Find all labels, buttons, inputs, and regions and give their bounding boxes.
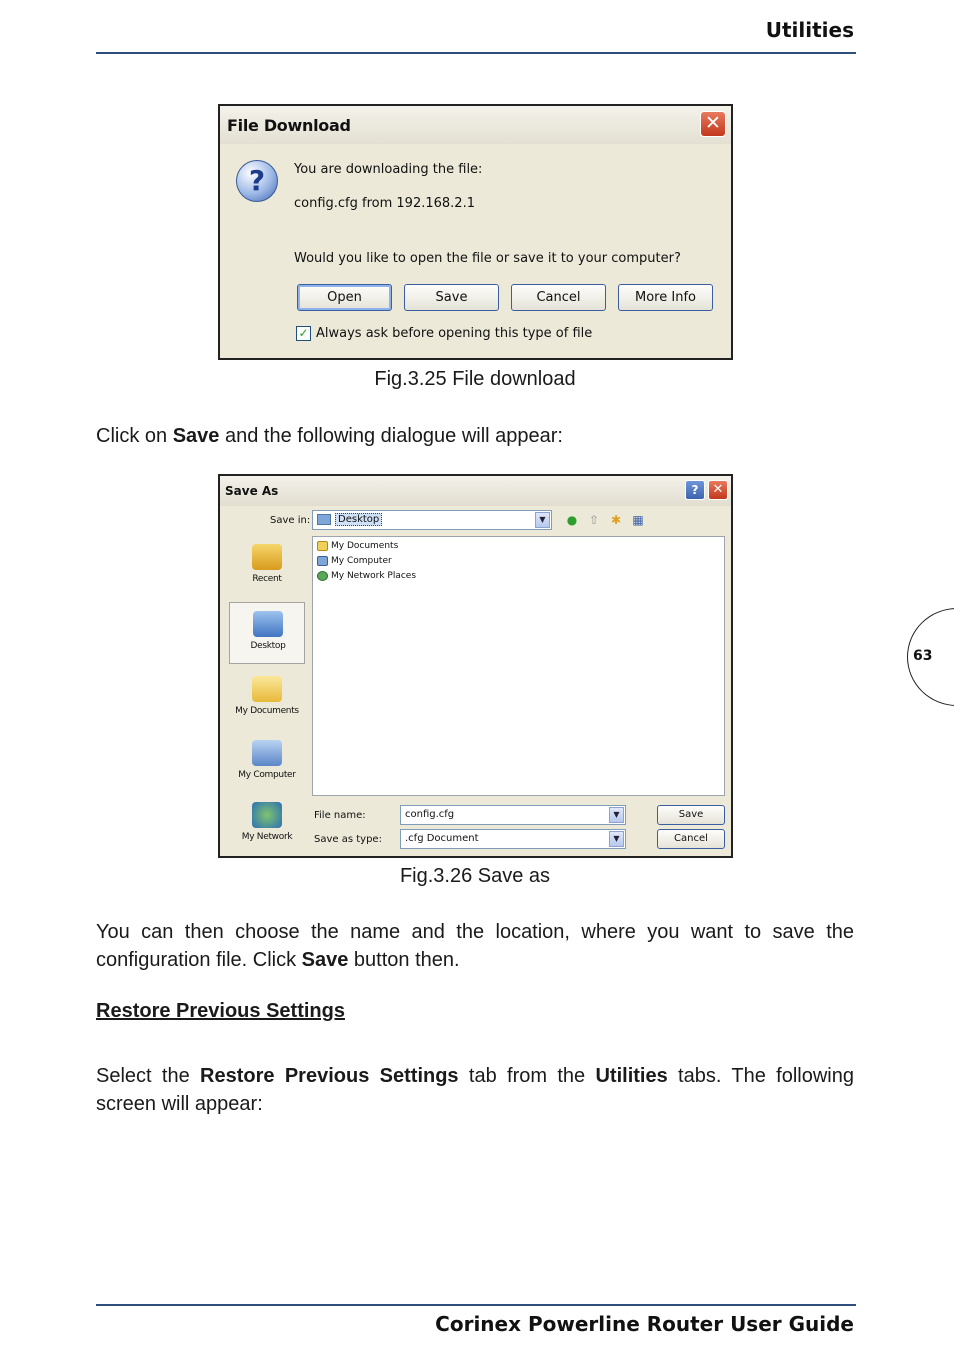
save-as-type-label: Save as type: [314,834,382,845]
body-paragraph [96,422,854,450]
bold-term: Save [301,949,349,971]
close-icon[interactable]: ✕ [708,480,728,500]
dialog-title-bar [220,106,731,144]
header-rule [96,52,856,54]
back-icon[interactable]: ● [566,513,578,527]
file-name-value: config.cfg [405,809,455,820]
text: tab from the [458,1065,596,1087]
computer-icon [252,740,282,766]
save-in-value: Desktop [335,513,382,526]
network-icon [317,571,328,581]
chevron-down-icon: ▼ [609,831,624,847]
places-bar [226,536,306,852]
item-label: My Computer [331,556,392,566]
text: Select the [96,1065,201,1087]
place-desktop[interactable] [229,602,305,664]
figure-caption: Fig.3.26 Save as [399,865,551,887]
save-in-label: Save in: [270,515,311,526]
download-question: Would you like to open the file or save it to your computer? [294,251,681,266]
bold-term: Utilities [595,1065,668,1087]
computer-icon [317,556,328,566]
file-download-dialog [218,104,733,360]
item-label: My Documents [331,541,399,551]
save-button[interactable]: Save [657,805,725,825]
place-label: My Computer [238,770,296,780]
dialog-title: Save As [225,484,279,498]
list-item[interactable] [315,539,398,554]
desktop-icon [317,514,331,525]
text: button then. [348,949,460,971]
always-ask-checkbox[interactable]: ✓ [296,326,311,341]
open-button[interactable]: Open [297,284,392,311]
footer-title: Corinex Powerline Router User Guide [435,1312,854,1336]
place-label: Desktop [250,641,286,651]
text: and the following dialogue will appear: [219,425,563,447]
save-as-type-dropdown[interactable] [400,829,626,849]
footer-rule [96,1304,856,1306]
always-ask-label: Always ask before opening this type of file [316,326,593,341]
place-my-documents[interactable] [229,668,305,730]
list-item[interactable] [315,554,392,569]
save-in-dropdown[interactable] [312,510,552,530]
help-icon[interactable]: ? [685,480,705,500]
page-number: 63 [913,648,933,664]
file-list[interactable] [312,536,725,796]
download-message: You are downloading the file: [294,162,483,177]
list-item[interactable] [315,569,416,584]
question-icon: ? [236,160,278,202]
body-paragraph [96,918,854,974]
new-folder-icon[interactable]: ✱ [610,513,622,527]
file-name-label: File name: [314,810,366,821]
body-paragraph [96,1062,854,1118]
place-my-computer[interactable] [229,732,305,794]
folder-icon [317,541,328,551]
chevron-down-icon: ▼ [535,512,550,528]
cancel-button[interactable]: Cancel [511,284,606,311]
more-info-button[interactable]: More Info [618,284,713,311]
close-icon[interactable]: ✕ [700,111,726,137]
cancel-button[interactable]: Cancel [657,829,725,849]
dialog-title-bar [220,476,731,506]
chevron-down-icon: ▼ [609,807,624,823]
network-icon [252,802,282,828]
header-section-title: Utilities [765,18,854,42]
save-as-dialog [218,474,733,858]
save-as-type-value: .cfg Document [405,833,479,844]
desktop-icon [253,611,283,637]
item-label: My Network Places [331,571,417,581]
download-file-source: config.cfg from 192.168.2.1 [294,196,475,211]
place-label: My Documents [235,706,299,716]
figure-caption: Fig.3.25 File download [374,368,576,390]
file-name-input[interactable] [400,805,626,825]
views-menu-icon[interactable]: ▦ [632,513,644,527]
text: Click on [96,425,173,447]
bold-term: Save [172,425,220,447]
place-my-network[interactable] [229,794,305,856]
up-folder-icon[interactable]: ⇧ [588,513,600,527]
text: tabs. The following screen will appear: [96,1065,854,1115]
documents-folder-icon [252,676,282,702]
save-button[interactable]: Save [404,284,499,311]
recent-icon [252,544,282,570]
place-recent[interactable] [229,536,305,598]
section-heading: Restore Previous Settings [96,1000,345,1022]
place-label: Recent [252,574,282,584]
bold-term: Restore Previous Settings [200,1065,459,1087]
dialog-title: File Download [227,116,351,135]
text: You can then choose the name and the location, where you want to save the configuration file. Click [96,921,854,971]
place-label: My Network [241,832,293,842]
